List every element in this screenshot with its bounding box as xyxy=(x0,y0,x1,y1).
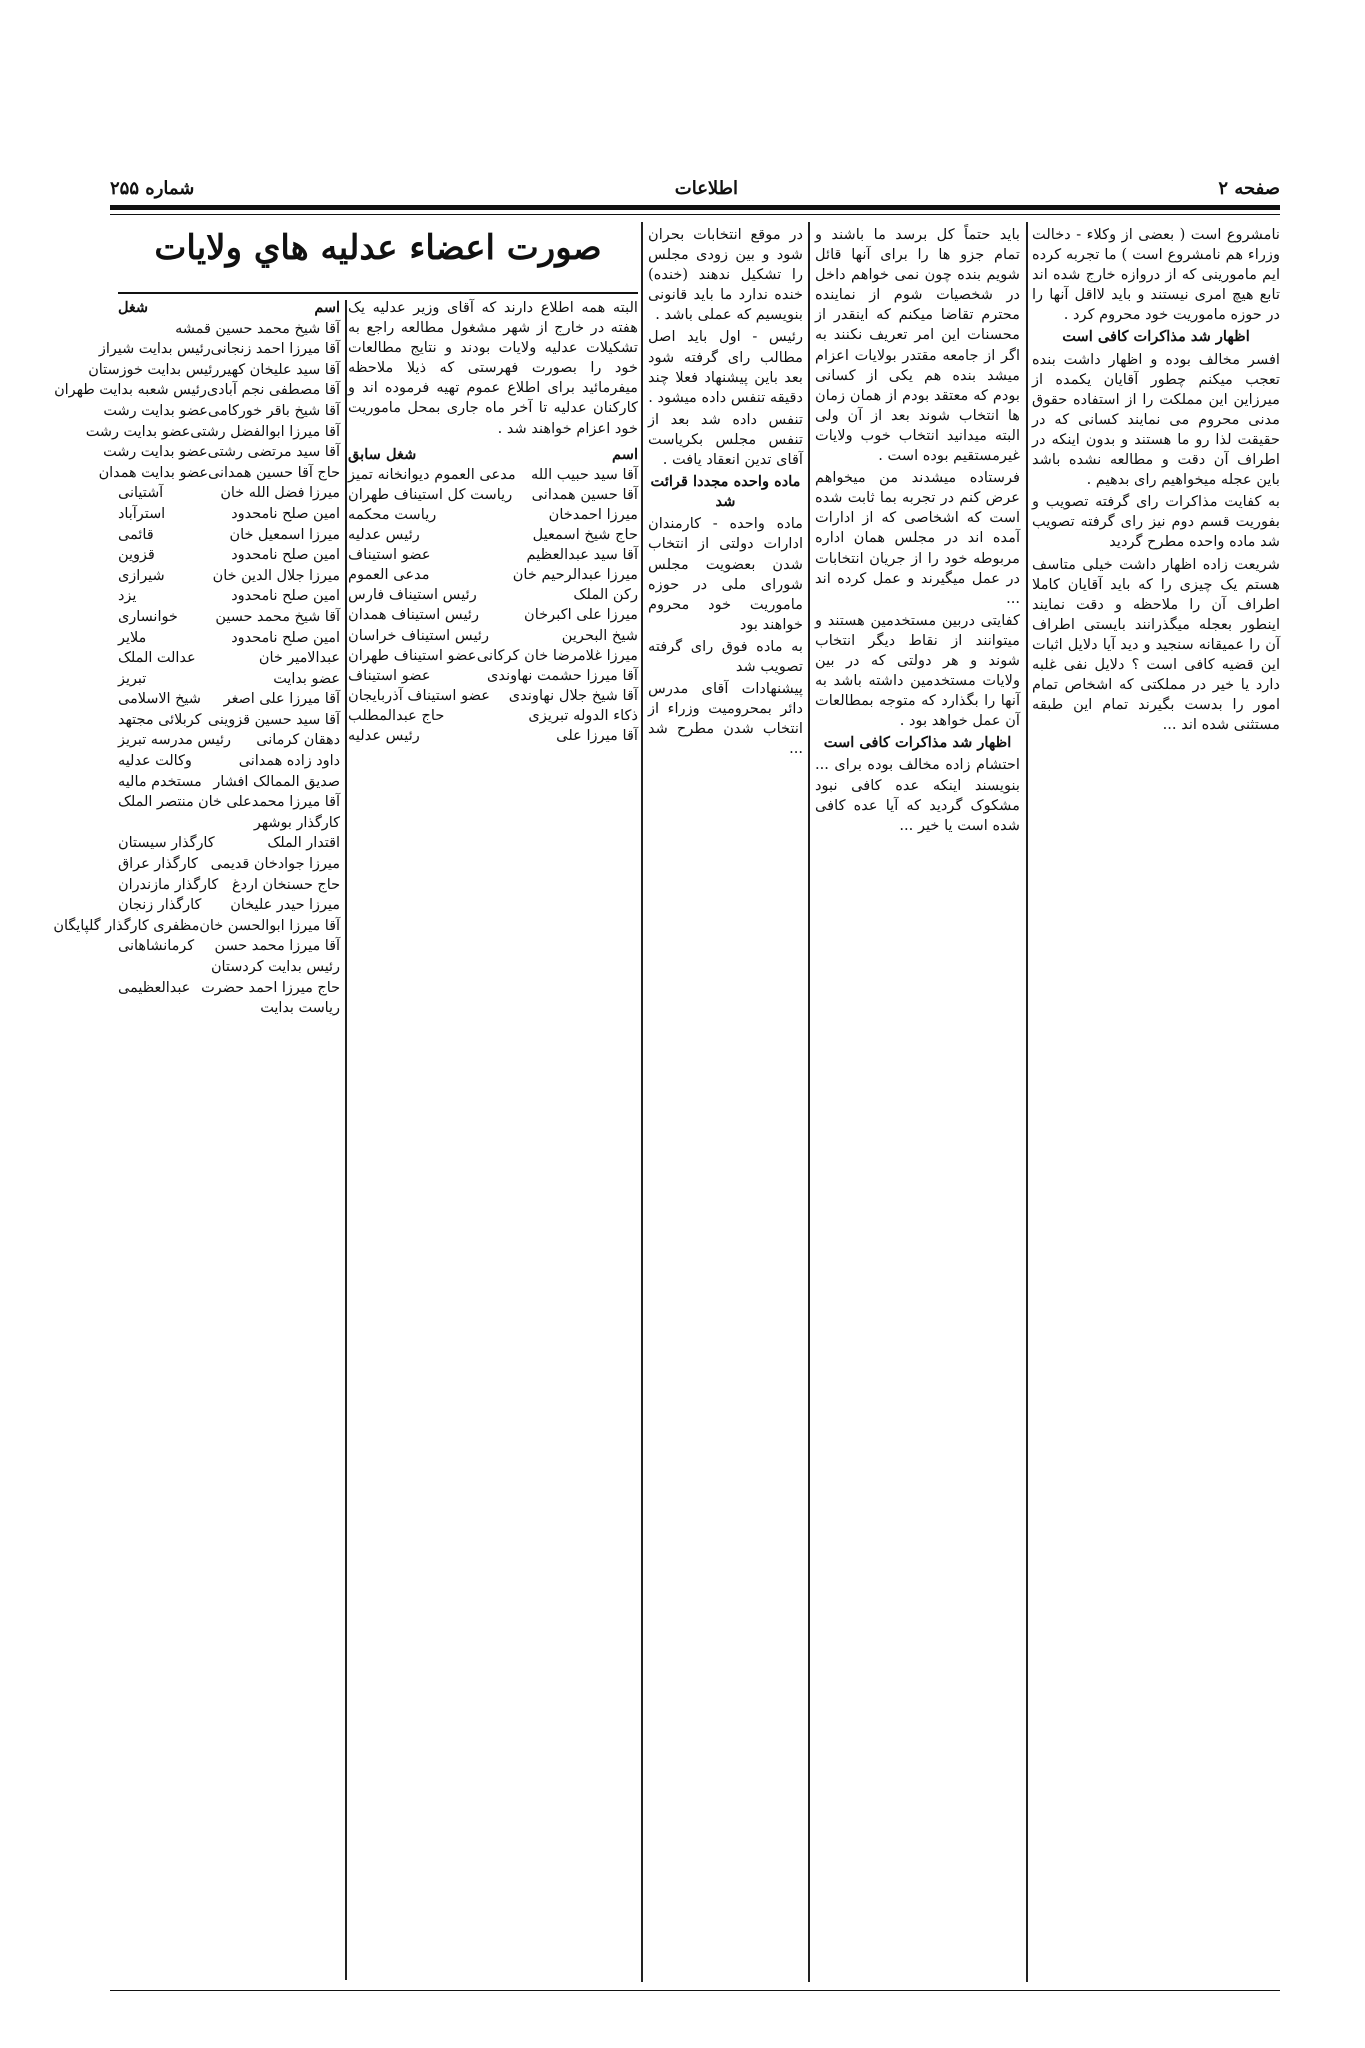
paragraph: تنفس داده شد بعد از تنفس مجلس بکریاست آقای تدین انعقاد یافت . xyxy=(648,410,803,469)
list-item xyxy=(118,875,340,896)
list-item xyxy=(118,730,340,751)
person-name: عضو بدایت xyxy=(273,670,340,687)
list-item xyxy=(118,319,340,340)
person-post: وکالت عدلیه xyxy=(118,753,192,770)
person-post: کارگذار زنجان xyxy=(118,897,202,914)
person-post: ملایر xyxy=(118,629,147,646)
list-header-post: شغل xyxy=(118,299,148,316)
page-number: صفحه ۲ xyxy=(1218,177,1280,199)
person-name: امین صلح نامحدود xyxy=(231,547,340,564)
person-name: عبدالامیر خان xyxy=(258,650,340,667)
list-item xyxy=(53,916,340,937)
person-name: حاج شیخ اسمعیل xyxy=(532,526,638,544)
person-post: عضو استیناف xyxy=(348,546,431,564)
list-header-name: اسم xyxy=(314,299,340,316)
list-item xyxy=(118,586,340,607)
list-item xyxy=(348,565,638,585)
person-name: آقا میرزا محمدعلی خان xyxy=(198,794,340,811)
person-name: امین صلح نامحدود xyxy=(231,588,340,605)
list-item xyxy=(348,525,638,545)
list-item xyxy=(348,505,638,525)
person-post: رئیس بدایت شیراز xyxy=(98,341,211,358)
person-post: استرآباد xyxy=(118,505,166,522)
person-name: آقا سید عبدالعظیم xyxy=(526,546,638,564)
paragraph: اظهار شد مذاکرات کافی است xyxy=(823,734,1012,752)
list-item xyxy=(348,585,638,605)
list-item xyxy=(118,545,340,566)
person-name: کارگذار بوشهر xyxy=(253,814,340,831)
list-item xyxy=(348,706,638,726)
person-name: داود زاده همدانی xyxy=(238,753,340,770)
person-name: آقا سید حسین قزوینی xyxy=(207,711,340,728)
person-post: ریاست محکمه xyxy=(348,505,437,523)
column-separator xyxy=(345,300,347,1980)
person-name: آقا شیخ باقر خورکامی xyxy=(207,402,340,419)
paragraph: به کفایت مذاکرات رای گرفته تصویب و بفوریت قسم دوم نیز رای گرفته تصویب شد ماده واحده مطرح گردید xyxy=(1032,493,1280,551)
list-item xyxy=(348,626,638,646)
person-name: ریاست بدایت xyxy=(260,1000,340,1017)
list-item xyxy=(118,689,340,710)
person-post: شیخ الاسلامی xyxy=(118,691,201,708)
person-post: رئیس استیناف همدان xyxy=(348,606,480,624)
paragraph: نامشروع است ( بعضی از وکلاء - دخالت وزراء هم نامشروع است ) ما تجربه کرده ایم مامورینی که از دروازه خارج شده اند تابع هیچ امری نیستند و باید لااقل آنها را در حوزه ماموریت خود محروم کرد . xyxy=(1032,226,1280,324)
paragraph: باید حتماً کل برسد ما باشند و تمام جزو ها را برای آنها قائل شویم بنده چون نمی خواهم داخل در شخصیات شوم از نماینده محترم تقاضا میکنم که اینقدر از محسنات این امر تعریف نکنند به اگر از جامعه مقتدر بولایات اعزام میشد بنده هم یکی از کسانی بودم که معتقد بودم از همان زمان ها انتخاب شوند بعد از آن ولی البته میدانید انتخاب خوب ولایات غیرمستقیم بوده است . xyxy=(815,226,1020,465)
person-name: آقا میرزا محمد حسن xyxy=(214,938,340,955)
person-name: آقا میرزا احمد زنجانی xyxy=(210,341,340,358)
person-name: میرزا جلال الدین خان xyxy=(212,567,340,584)
list-header xyxy=(348,445,638,465)
person-post: عضو بدایت همدان xyxy=(98,464,208,481)
person-post: عضو استیناف طهران xyxy=(348,646,477,664)
list-item xyxy=(118,854,340,875)
person-name: میرزا فضل الله خان xyxy=(220,485,340,502)
person-post: رئیس عدلیه xyxy=(348,526,420,544)
list-item xyxy=(348,545,638,565)
intro-paragraph: البته همه اطلاع دارند که آقای وزیر عدلیه یک هفته در خارج از شهر مشغول مطالعه راجع به تشکیلات عدلیه ولایات بودند و نتایج مطالعات خود را بصورت فهرستی که ذیلا ملاحظه میفرمائید برای اطلاع عموم تهیه فرموده اند و کارکنان عدلیه تا آخر ماه جاری بمحل ماموریت خود اعزام خواهند شد . xyxy=(348,299,638,437)
paragraph: به ماده فوق رای گرفته تصویب شد xyxy=(648,637,803,675)
list-item xyxy=(85,422,340,443)
list-item xyxy=(103,442,340,463)
article-column-3 xyxy=(648,225,803,1985)
person-post: قائمی xyxy=(118,526,154,543)
person-post: عضو بدایت رشت xyxy=(103,402,208,419)
paragraph: پیشنهادات آقای مدرس دائر بمحرومیت وزراء از انتخاب شدن مطرح شد ... xyxy=(648,680,803,758)
list-item xyxy=(118,813,340,834)
person-name: دهقان کرمانی xyxy=(256,732,340,749)
person-name: میرزا اسمعیل خان xyxy=(229,526,340,543)
person-name: رئیس بدایت کردستان xyxy=(210,959,340,975)
column-separator xyxy=(641,222,643,1982)
person-post: تبریز xyxy=(118,670,147,687)
list-item xyxy=(118,998,340,1019)
person-post: مظفری کارگذار گلپایگان xyxy=(53,917,200,934)
list-item xyxy=(98,463,340,484)
person-post: رئیس عدلیه xyxy=(348,726,420,744)
headline-rule xyxy=(118,292,638,294)
person-name: آقا میرزا ابوالفضل رشتی xyxy=(190,423,340,440)
person-post: عبدالعظیمی xyxy=(118,979,191,996)
header-rule-thin xyxy=(110,214,1280,215)
person-name: آقا شیخ جلال نهاوندی xyxy=(508,686,638,704)
person-name: میرزا غلامرضا خان کرکانی xyxy=(476,646,638,664)
list-item xyxy=(348,666,638,686)
person-name: ذکاء الدوله تبریزی xyxy=(528,706,638,724)
person-post: منتصر الملک xyxy=(118,794,194,811)
person-name: آقا شیخ محمد حسین قمشه xyxy=(175,320,340,337)
person-name: آقا میرزا حشمت نهاوندی xyxy=(486,666,638,684)
person-post: رئیس استیناف فارس xyxy=(348,586,477,604)
list-item xyxy=(88,360,340,381)
person-post: کرمانشاهانی xyxy=(118,938,195,955)
person-post: رئیس مدرسه تبریز xyxy=(118,732,232,749)
person-name: میرزا احمدخان xyxy=(548,505,638,523)
list-item xyxy=(118,607,340,628)
list-item xyxy=(118,566,340,587)
list-item xyxy=(348,605,638,625)
list-item xyxy=(118,483,340,504)
list-item xyxy=(54,380,340,401)
section-headline: صورت اعضاء عدلیه هاي ولایات xyxy=(154,228,602,268)
list-item xyxy=(118,710,340,731)
list-item xyxy=(118,895,340,916)
person-name: شیخ البحرین xyxy=(561,626,638,644)
list-item xyxy=(118,648,340,669)
person-post: کارگذار عراق xyxy=(118,856,198,873)
column-separator xyxy=(808,222,810,1982)
person-name: آقا میرزا ابوالحسن خان xyxy=(199,917,340,934)
list-item xyxy=(118,957,340,978)
person-post: عدالت الملک xyxy=(118,650,196,667)
paragraph: در موقع انتخابات بحران شود و بین زودی مجلس را تشکیل ندهند (خنده) خنده ندارد ما باید قانونی بنویسیم که عملی باشد . xyxy=(648,226,803,324)
person-name: حاج حسنخان اردغ xyxy=(232,876,340,893)
article-column-1 xyxy=(1032,225,1280,1985)
list-item xyxy=(348,485,638,505)
person-name: میرزا جوادخان قدیمی xyxy=(210,856,340,873)
person-post: عضو بدایت رشت xyxy=(85,423,191,440)
person-name: امین صلح نامحدود xyxy=(231,629,340,646)
list-item xyxy=(118,628,340,649)
footer-rule xyxy=(110,1990,1280,1991)
person-post: کارگذار مازندران xyxy=(118,876,219,893)
person-post: مستخدم مالیه xyxy=(118,773,202,790)
person-name: آقا سید حبیب الله xyxy=(530,465,638,483)
list-item xyxy=(118,792,340,813)
person-name: میرزا حیدر علیخان xyxy=(230,897,340,914)
staff-list-left xyxy=(53,319,340,1019)
person-post: رئیس شعبه بدایت طهران xyxy=(54,382,207,399)
person-post: یزد xyxy=(118,588,137,605)
list-item xyxy=(118,669,340,690)
person-post: مدعی العموم xyxy=(348,566,430,584)
person-name: حاج آقا حسین همدانی xyxy=(207,464,340,481)
list-intro xyxy=(348,298,638,746)
person-name: حاج میرزا احمد حضرت xyxy=(201,979,340,996)
person-post: حاج عبدالمطلب xyxy=(348,706,445,724)
header-rule xyxy=(110,205,1280,210)
person-post: مدعی العموم دیوانخانه تمیز xyxy=(348,465,516,483)
person-post: شیرازی xyxy=(118,567,165,584)
list-item xyxy=(348,726,638,746)
staff-list-left-wrap xyxy=(53,298,340,1019)
person-name: رکن الملک xyxy=(573,586,638,604)
list-item xyxy=(103,401,340,422)
person-post: عضو بدایت رشت xyxy=(103,444,208,461)
paper-name: اطلاعات xyxy=(674,177,739,199)
person-name: صدیق الممالک افشار xyxy=(213,773,340,790)
person-post: رئیس بدایت خوزستان xyxy=(88,361,220,378)
paragraph: احتشام زاده مخالف بوده برای ... بنویسند اینکه عده کافی نبود مشکوک گردید که آیا عده کافی شده است یا خیر ... xyxy=(815,756,1020,834)
list-header xyxy=(118,298,340,319)
person-name: آقا مصطفی نجم آبادی xyxy=(206,382,340,399)
list-item xyxy=(348,686,638,706)
person-post: قزوین xyxy=(118,547,155,564)
paragraph: شریعت زاده اظهار داشت خیلی متاسف هستم یک چیزی را که باید آقایان کاملا اطراف آن را ملاحظه و دقت نمایند اینطور بعجله میگذرانند بایستی اطراف آن را عمیقانه سنجید و دید آیا دلایل اثبات این قضیه کافی است ؟ دلایل نفی غلبه دارد یا خیر در مملکتی که اشخاص تمام امور را بدست بگیرند تمام این طبقه مستثنی شده اند ... xyxy=(1032,555,1280,734)
list-header-post: شغل سابق xyxy=(348,445,417,463)
issue-number: شماره ۲۵۵ xyxy=(110,177,195,199)
article-column-2 xyxy=(815,225,1020,1985)
person-post: کربلائی مجتهد xyxy=(118,711,202,728)
list-item xyxy=(118,936,340,957)
list-item xyxy=(118,751,340,772)
paragraph: کفایتی دربین مستخدمین هستند و میتوانند از نقاط دیگر انتخاب شوند و هر دولتی که در بین ولایات مستخدمین داشته باشد به آنها را بگذارد که متوجه بمطالعات آن عمل خواهد بود . xyxy=(815,611,1020,730)
staff-list-mid xyxy=(348,465,638,746)
list-item xyxy=(118,833,340,854)
person-name: اقتدار الملک xyxy=(267,835,340,852)
list-item xyxy=(348,465,638,485)
paragraph: ماده واحده - کارمندان ادارات دولتی از انتخاب شدن بعضویت مجلس شورای ملی در حوزه ماموریت خود محروم خواهند بود xyxy=(648,515,803,633)
masthead xyxy=(110,172,1280,204)
person-name: آقا سید مرتضی رشتی xyxy=(207,444,340,461)
paragraph: افسر مخالف بوده و اظهار داشت بنده تعجب میکنم چطور آقایان یکمده از میرزاین این مملکت را از استفاده حقوق مدنی محروم می نمایند کسانی که در حقیقت لذا رو ما هستند و بدون اینکه در اطراف آن دقت و مطالعه نشده باشد باین عجله میخواهیم رای بدهیم . xyxy=(1032,350,1280,489)
person-post: کارگذار سیستان xyxy=(118,835,215,852)
person-post: عضو استیناف آذربایجان xyxy=(348,686,491,704)
person-name: میرزا علی اکبرخان xyxy=(524,606,638,624)
person-post: ریاست کل استیناف طهران xyxy=(348,485,513,503)
paragraph: فرستاده میشدند من میخواهم عرض کنم در تجربه بما ثابت شده است که اشخاصی که از ادارات آمده اند در مجلس همان اداره مربوطه خود را از جریان انتخابات در عمل میگیرند و عمل کرده اند ... xyxy=(815,469,1020,607)
person-post: عضو استیناف xyxy=(348,666,431,684)
person-post: رئیس استیناف خراسان xyxy=(348,626,489,644)
list-item xyxy=(98,339,340,360)
person-name: امین صلح نامحدود xyxy=(231,505,340,522)
paragraph: اظهار شد مذاکرات کافی است xyxy=(1062,328,1250,346)
list-item xyxy=(118,525,340,546)
person-name: آقا میرزا علی اصغر xyxy=(223,691,340,708)
person-name: آقا سید علیخان کهیر xyxy=(219,361,340,378)
column-separator xyxy=(1026,222,1028,1982)
person-name: میرزا عبدالرحیم خان xyxy=(512,566,638,584)
paragraph: ماده واحده مجددا قرائت شد xyxy=(650,473,801,511)
paragraph: رئیس - اول باید اصل مطالب رای گرفته شود بعد باین پیشنهاد فعلا چند دقیقه تنفس داده میشود . xyxy=(648,328,803,406)
list-item xyxy=(118,504,340,525)
list-item xyxy=(348,646,638,666)
list-header-name: اسم xyxy=(612,445,638,463)
list-item xyxy=(118,772,340,793)
person-name: آقا شیخ محمد حسین xyxy=(215,608,340,625)
person-post: آشتیانی xyxy=(118,485,164,502)
list-item xyxy=(118,978,340,999)
person-post: خوانساری xyxy=(118,608,178,625)
person-name: آقا میرزا علی xyxy=(556,726,638,744)
person-name: آقا حسین همدانی xyxy=(531,485,638,503)
